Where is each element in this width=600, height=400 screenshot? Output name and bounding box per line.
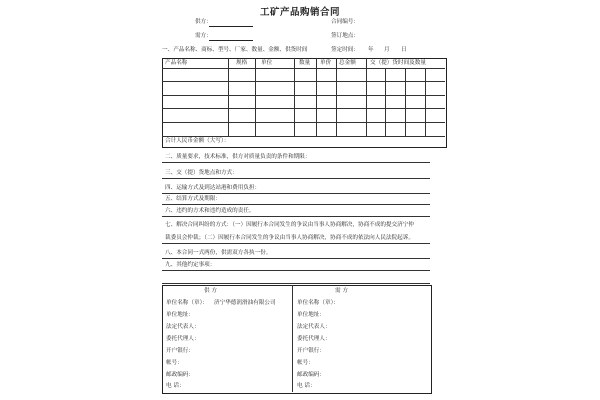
buyer-unit-name-label: 单位名称（章）： [297,300,339,306]
signature-divider [292,285,293,392]
table-header-cell: 数量 [299,60,311,66]
clause-line [162,258,430,259]
supplier-header: 供 方 [204,288,217,294]
table-row-divider [162,136,445,137]
clause-8: 八、本合同一式两份，供需双方各执一份。 [165,250,272,256]
buyer-label: 需方： [195,33,212,39]
buyer-header: 需 方 [335,288,348,294]
clause-7-line-2: 裁委员会仲裁；（二）因履行本合同发生的争议由当事人协商解决，协商不成的依法向人民法院起诉。 [165,235,414,241]
clause-5: 五、结算方式及期限： [165,196,221,202]
section-1-heading: 一、产品名称、商标、型号、厂家、数量、金额、供货时间 [162,47,308,53]
day-label: 日 [401,47,407,53]
clause-line [162,270,430,271]
table-row-divider [162,122,445,123]
page-title: 工矿产品购销合同 [259,7,340,18]
supplier-field: 委托代理人： [166,336,200,342]
sign-time-label: 签定时间： [331,47,359,53]
buyer-field: 开户银行： [297,348,325,354]
buyer-field: 单位地址： [297,312,325,318]
table-row-divider [162,108,445,109]
supplier-company-name: 济宁华德润滑油有限公司 [214,300,276,306]
clause-4: 四、运输方式及到达站港和费用负担： [165,185,261,191]
table-header-cell: 产品名称 [165,60,188,66]
clause-line [162,216,430,217]
table-row-divider [162,95,445,96]
table-col-divider [228,58,229,136]
clause-line [162,283,430,284]
table-header-cell: 交（提）货时间及数量 [370,60,426,66]
table-header-cell: 单位 [261,60,273,66]
table-row-divider [162,68,445,69]
table-col-divider [316,58,317,136]
supplier-field: 开户银行： [166,348,194,354]
month-label: 月 [384,47,390,53]
table-col-divider [336,58,337,136]
supplier-phone-label: 电 话： [166,383,185,389]
supplier-field: 单位地址： [166,312,194,318]
clause-line [162,162,430,163]
table-header-cell: 总金额 [339,60,356,66]
clause-line [162,193,430,194]
clause-6: 六、违约的方术和违约造成的责任。 [165,208,255,214]
clause-7-line-1: 七、解决合同纠纷的方式：（一）因履行本合同发生的争议由当事人协商解决，协商不成的提交济宁仲 [165,222,414,228]
buyer-underline [209,40,253,41]
table-col-divider [294,58,295,136]
table-col-divider [255,58,256,136]
supplier-field: 法定代表人： [166,324,200,330]
table-row-divider [162,81,445,82]
supplier-underline [209,26,253,27]
buyer-field: 帐号： [297,360,314,366]
clause-2: 二、质量要求，技术标准，供方对质量负责的条件和期限： [165,154,311,160]
clause-line [162,243,430,244]
supplier-field: 邮政编码： [166,372,194,378]
supplier-field: 帐号： [166,360,183,366]
table-col-divider [425,68,426,136]
clause-line [162,178,430,179]
clause-3: 三、交（提）货地点和方式： [165,170,238,176]
buyer-field: 法定代表人： [297,324,331,330]
table-col-divider [405,68,406,136]
table-header-cell: 单价 [320,60,332,66]
table-col-divider [385,68,386,136]
table-header-cell: 规格 [236,60,248,66]
total-amount-label: 合计人民币金额（大写）： [165,138,230,144]
supplier-unit-name-label: 单位名称（章）： [166,300,208,306]
buyer-phone-label: 电 话： [297,383,316,389]
year-label: 年 [368,47,374,53]
clause-line [162,204,430,205]
sign-place-label: 签订地点： [331,33,359,39]
contract-no-label: 合同编号： [331,19,359,25]
clause-9: 九、其他约定事项： [165,262,216,268]
supplier-label: 供方： [195,19,212,25]
buyer-field: 邮政编码： [297,372,325,378]
buyer-field: 委托代理人： [297,336,331,342]
table-col-divider [366,58,367,136]
